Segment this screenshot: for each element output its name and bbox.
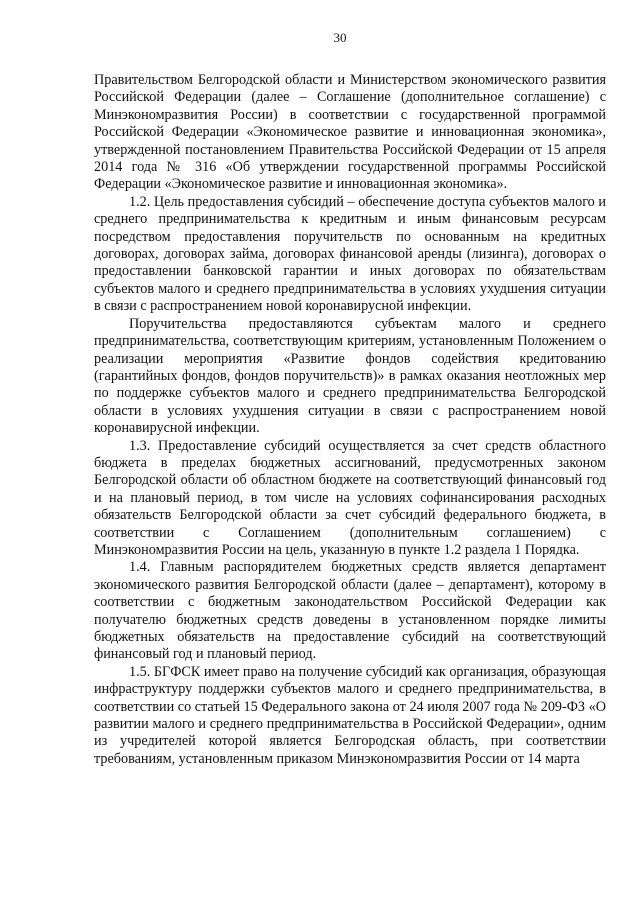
paragraph-guarantees: Поручительства предоставляются субъектам малого и среднего предпринимательства, соответствующим критериям, установленным Положением о реализации мероприятия «Развитие фондов содействия кредитованию (гарантийных фондов, фондов поручительств)» в рамках оказания неотложных мер по поддержке субъектов малого и среднего предпринимательства Белгородской области в условиях ухудшения ситуации в связи с распространением новой коронавирусной инфекции. [94, 315, 606, 437]
document-body [94, 72, 606, 768]
paragraph-continuation: Правительством Белгородской области и Министерством экономического развития Российской Федерации (далее – Соглашение (дополнительное соглашение) с Минэкономразвития России) в соответствии с государственной программой Российской Федерации «Экономическое развитие и инновационная экономика», утвержденной постановлением Правительства Российской Федерации от 15 апреля 2014 года № 316 «Об утверждении государственной программы Российской Федерации «Экономическое развитие и инновационная экономика». [94, 72, 606, 193]
paragraph-1-5: 1.5. БГФСК имеет право на получение субсидий как организация, образующая инфраструктуру поддержки субъектов малого и среднего предпринимательства, в соответствии со статьей 15 Федерального закона от 24 июля 2007 года № 209-ФЗ «О развитии малого и среднего предпринимательства в Российской Федерации», одним из учредителей которой является Белгородская область, при соответствии требованиям, установленным приказом Минэкономразвития России от 14 марта [94, 663, 606, 767]
paragraph-1-2: 1.2. Цель предоставления субсидий – обеспечение доступа субъектов малого и среднего предпринимательства к кредитным и иным финансовым ресурсам посредством предоставления поручительств по основанным на кредитных договорах, договорах займа, договорах финансовой аренды (лизинга), договорах о предоставлении банковской гарантии и иных договорах по обязательствам субъектов малого и среднего предпринимательства в условиях ухудшения ситуации в связи с распространением новой коронавирусной инфекции. [94, 193, 606, 315]
page-number: 30 [333, 30, 347, 45]
paragraph-1-3: 1.3. Предоставление субсидий осуществляется за счет средств областного бюджета в пределах бюджетных ассигнований, предусмотренных законом Белгородской области об областном бюджете на соответствующий финансовый год и на плановый период, в том числе на условиях софинансирования расходных обязательств Белгородской области за счет субсидий федерального бюджета, в соответствии с Соглашением (дополнительным соглашением) с Минэкономразвития России на цель, указанную в пункте 1.2 раздела 1 Порядка. [94, 437, 606, 558]
paragraph-1-4: 1.4. Главным распорядителем бюджетных средств является департамент экономического развития Белгородской области (далее – департамент), которому в соответствии с бюджетным законодательством Российской Федерации как получателю бюджетных средств доведены в установленном порядке лимиты бюджетных обязательств на предоставление субсидий на соответствующий финансовый год и плановый период. [94, 559, 606, 663]
